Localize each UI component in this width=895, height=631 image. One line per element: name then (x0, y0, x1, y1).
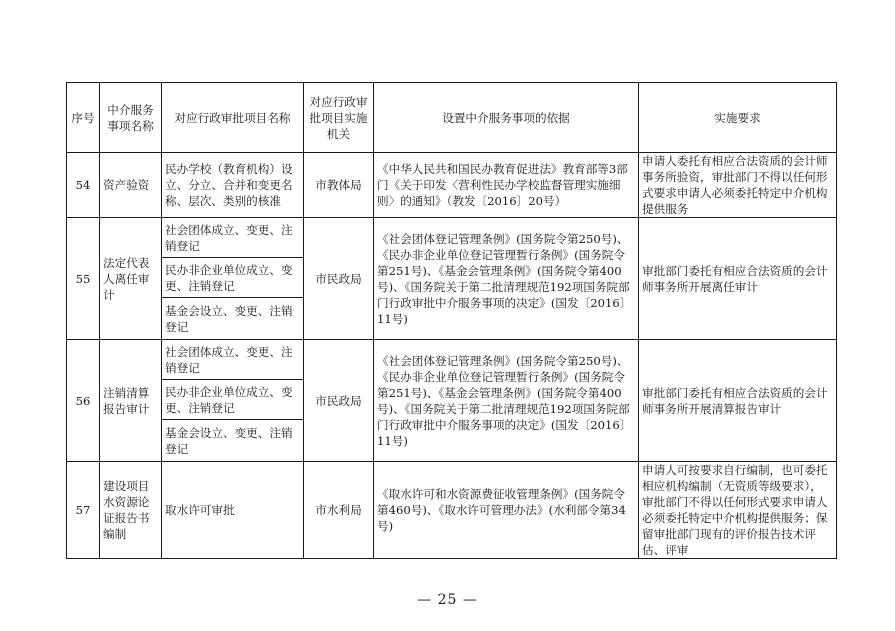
header-approval-item: 对应行政审批项目名称 (162, 83, 304, 153)
table-row (67, 218, 837, 258)
agency-cell: 市民政局 (304, 340, 374, 462)
service-name-cell: 建设项目水资源论证报告书编制 (100, 462, 162, 559)
table-header-row (67, 83, 837, 153)
row-number: 55 (67, 218, 100, 340)
table-row (67, 340, 837, 380)
approval-item-cell: 民办非企业单位成立、变更、注销登记 (162, 380, 304, 420)
service-name-cell: 资产验资 (100, 153, 162, 218)
header-requirement: 实施要求 (639, 83, 837, 153)
service-name-cell: 法定代表人离任审计 (100, 218, 162, 340)
requirement-cell: 审批部门委托有相应合法资质的会计师事务所开展清算报告审计 (639, 340, 837, 462)
intermediary-services-table (66, 82, 837, 559)
approval-item-cell: 民办非企业单位成立、变更、注销登记 (162, 258, 304, 298)
basis-cell: 《社会团体登记管理条例》(国务院令第250号)、《民办非企业单位登记管理暂行条例》(国务院令第251号)、《基金会管理条例》(国务院令第400号)、《国务院关于第二批清理规范192项国务院部门行政审批中介服务事项的决定》(国发〔2016〕11号) (374, 218, 639, 340)
approval-item-cell: 取水许可审批 (162, 462, 304, 559)
header-basis: 设置中介服务事项的依据 (374, 83, 639, 153)
approval-item-cell: 社会团体成立、变更、注销登记 (162, 218, 304, 258)
agency-cell: 市水利局 (304, 462, 374, 559)
agency-cell: 市教体局 (304, 153, 374, 218)
header-seq: 序号 (67, 83, 100, 153)
requirement-cell: 申请人委托有相应合法资质的会计师事务所验资，审批部门不得以任何形式要求申请人必须委托特定中介机构提供服务 (639, 153, 837, 218)
row-number: 54 (67, 153, 100, 218)
requirement-cell: 审批部门委托有相应合法资质的会计师事务所开展离任审计 (639, 218, 837, 340)
basis-cell: 《社会团体登记管理条例》(国务院令第250号)、《民办非企业单位登记管理暂行条例》(国务院令第251号)、《基金会管理条例》(国务院令第400号)、《国务院关于第二批清理规范192项国务院部门行政审批中介服务事项的决定》(国发〔2016〕11号) (374, 340, 639, 462)
basis-cell: 《取水许可和水资源费征收管理条例》(国务院令第460号)、《取水许可管理办法》(水利部令第34号) (374, 462, 639, 559)
basis-cell: 《中华人民共和国民办教育促进法》教育部等3部门《关于印发〈营利性民办学校监督管理实施细则〉的通知》（教发〔2016〕20号） (374, 153, 639, 218)
header-service-name: 中介服务事项名称 (100, 83, 162, 153)
approval-item-cell: 基金会设立、变更、注销登记 (162, 420, 304, 462)
table-row (67, 462, 837, 559)
row-number: 57 (67, 462, 100, 559)
agency-cell: 市民政局 (304, 218, 374, 340)
requirement-cell: 申请人可按要求自行编制，也可委托相应机构编制（无资质等级要求），审批部门不得以任何形式要求申请人必须委托特定中介机构提供服务；保留审批部门现有的评价报告技术评估、评审 (639, 462, 837, 559)
service-name-cell: 注销清算报告审计 (100, 340, 162, 462)
table-row (67, 153, 837, 218)
approval-item-cell: 基金会设立、变更、注销登记 (162, 298, 304, 340)
approval-item-cell: 社会团体成立、变更、注销登记 (162, 340, 304, 380)
header-agency: 对应行政审批项目实施机关 (304, 83, 374, 153)
page-number: — 25 — (417, 592, 478, 608)
row-number: 56 (67, 340, 100, 462)
approval-item-cell: 民办学校（教育机构）设立、分立、合并和变更名称、层次、类别的核准 (162, 153, 304, 218)
